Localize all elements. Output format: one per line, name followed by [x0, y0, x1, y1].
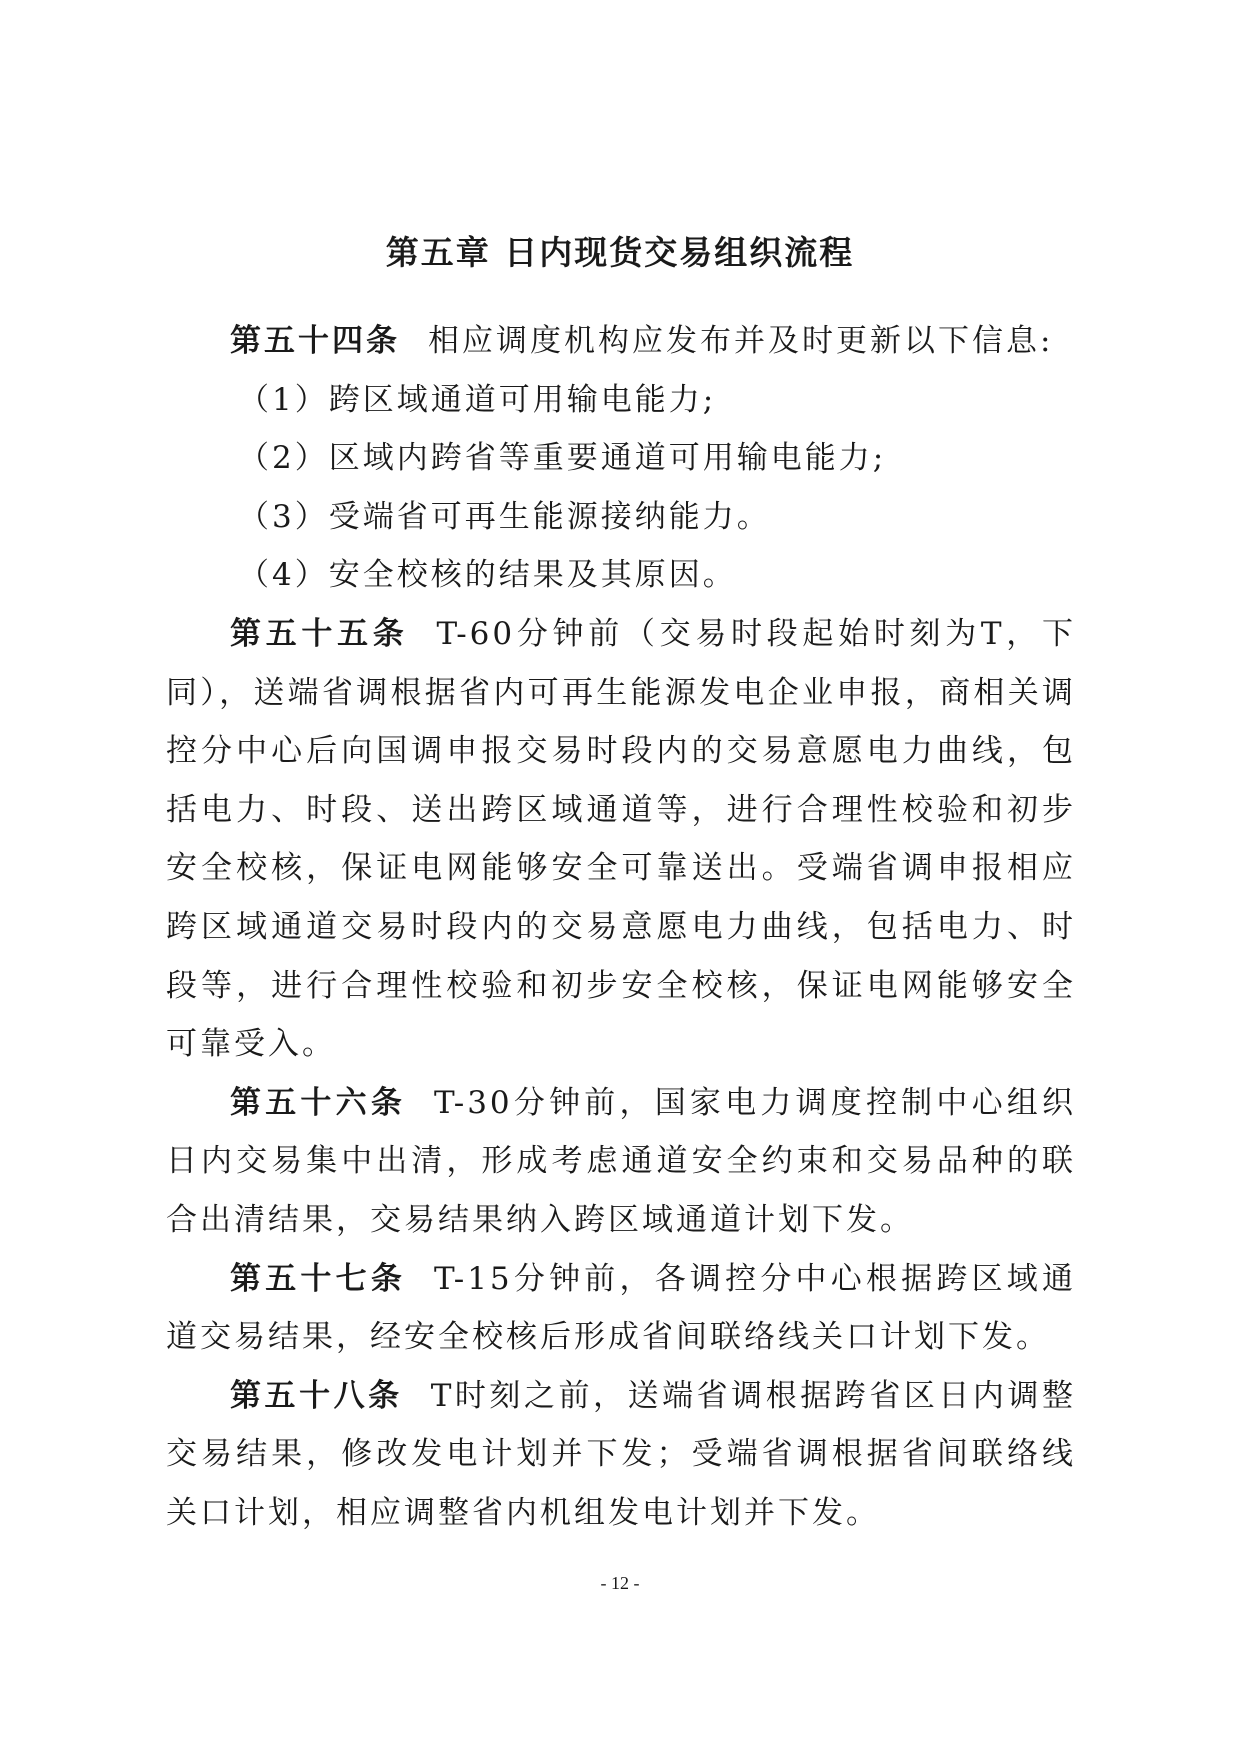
- list-item-1: （1）跨区域通道可用输电能力;: [238, 381, 717, 418]
- article-58-text: T时刻之前，送端省调根据跨省区日内调整交易结果，修改发电计划并下发；受端省调根据省间联络线关口计划，相应调整省内机组发电计划并下发。: [166, 1377, 1076, 1531]
- list-item-2: （2）区域内跨省等重要通道可用输电能力;: [238, 440, 887, 477]
- article-55-heading: 第五十五条: [230, 615, 409, 652]
- list-item-4: （4）安全校核的结果及其原因。: [238, 557, 737, 594]
- article-54-heading: 第五十四条: [230, 323, 400, 359]
- article-58: [166, 1367, 1076, 1543]
- article-56-text: T-30分钟前，国家电力调度控制中心组织日内交易集中出清，形成考虑通道安全约束和交易品种的联合出清结果，交易结果纳入跨区域通道计划下发。: [166, 1084, 1076, 1238]
- article-56-heading: 第五十六条: [230, 1084, 407, 1121]
- article-56: [166, 1074, 1076, 1250]
- article-57-heading: 第五十七条: [230, 1260, 407, 1297]
- article-55-text: T-60分钟前（交易时段起始时刻为T，下同），送端省调根据省内可再生能源发电企业申报，商相关调控分中心后向国调申报交易时段内的交易意愿电力曲线，包括电力、时段、送出跨区域通道等，进行合理性校验和初步安全校核，保证电网能够安全可靠送出。受端省调申报相应跨区域通道交易时段内的交易意愿电力曲线，包括电力、时段等，进行合理性校验和初步安全校核，保证电网能够安全可靠受入。: [166, 615, 1077, 1063]
- document-body: [166, 312, 1076, 1542]
- article-54-text: 相应调度机构应发布并及时更新以下信息:: [428, 323, 1054, 359]
- article-58-heading: 第五十八条: [230, 1377, 403, 1414]
- chapter-title: 第五章 日内现货交易组织流程: [385, 233, 855, 272]
- article-54: [166, 312, 1076, 371]
- article-57: [166, 1250, 1076, 1367]
- page-number: - 12 -: [600, 1573, 640, 1593]
- article-55: [166, 605, 1076, 1074]
- article-57-text: T-15分钟前，各调控分中心根据跨区域通道交易结果，经安全校核后形成省间联络线关口计划下发。: [166, 1260, 1076, 1356]
- list-item-3: （3）受端省可再生能源接纳能力。: [238, 498, 771, 535]
